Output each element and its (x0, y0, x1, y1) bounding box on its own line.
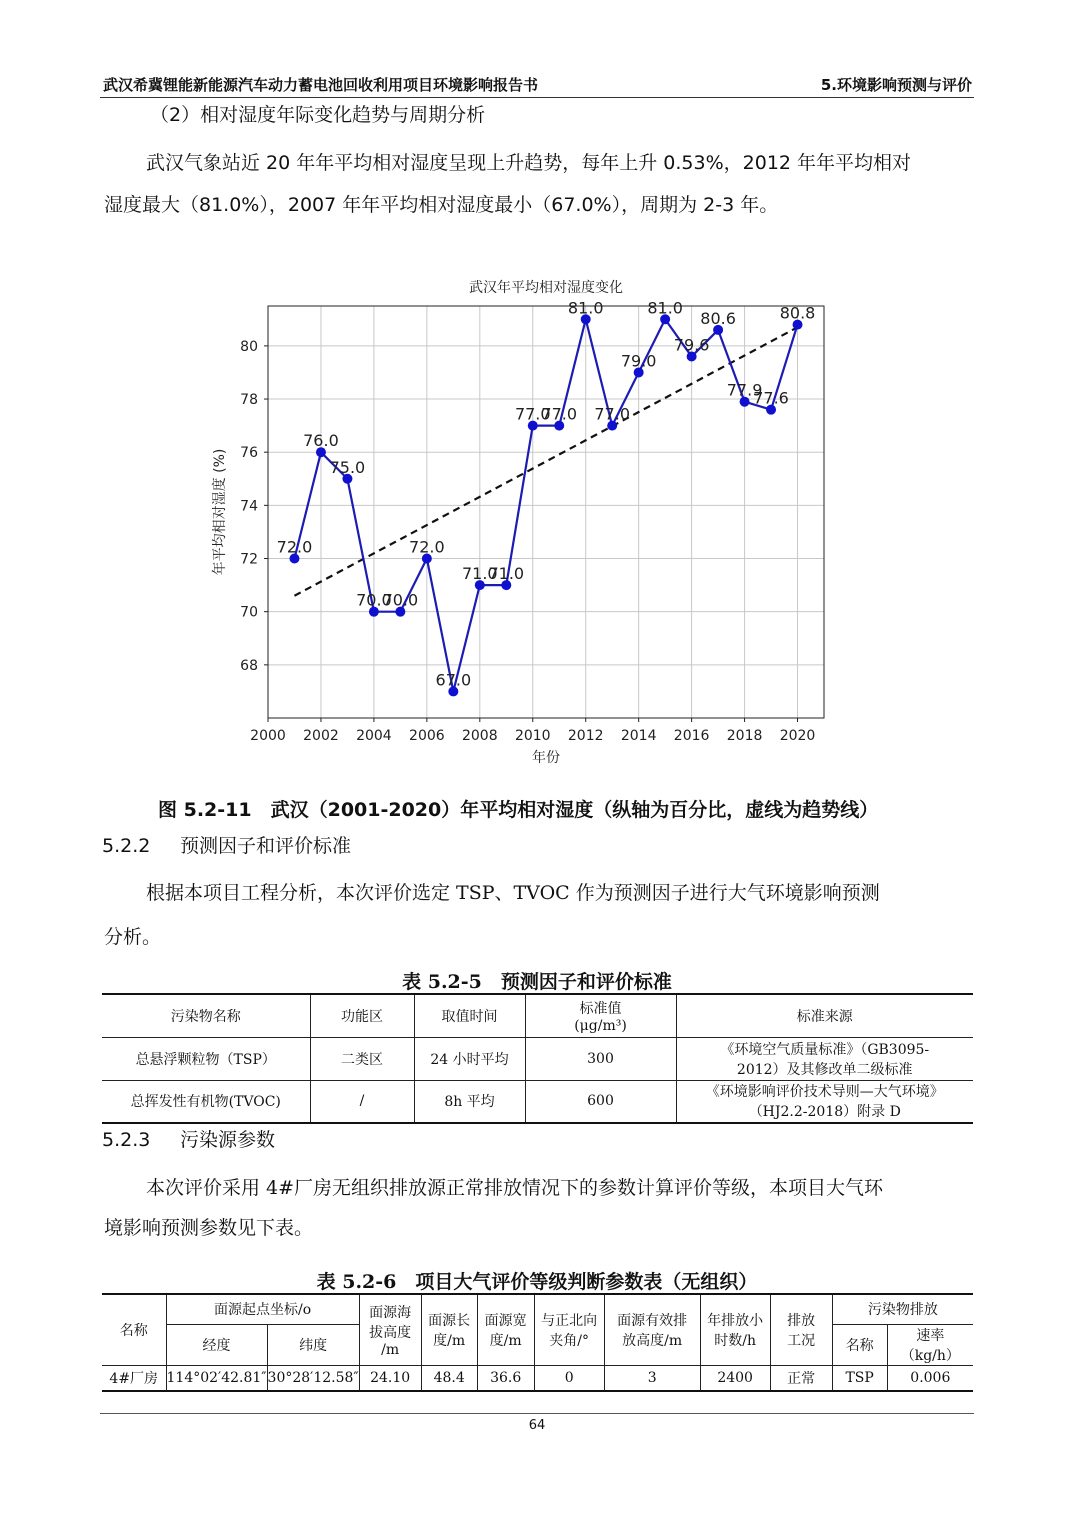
table-cell: 4#厂房 (102, 1365, 166, 1391)
footer-rule (100, 1413, 974, 1414)
paragraph-line: 分析。 (104, 926, 162, 948)
subsection-heading: （2）相对湿度年际变化趋势与周期分析 (150, 104, 486, 126)
col-header: 年排放小 时数/h (700, 1294, 770, 1365)
table-caption: 表 5.2-6 项目大气评价等级判断参数表（无组织） (316, 1271, 758, 1293)
section-number: 5.2.3 (102, 1129, 151, 1151)
table-cell: 正常 (770, 1365, 832, 1391)
header-rule (100, 97, 974, 98)
table-cell: 48.4 (421, 1365, 477, 1391)
pollutant-standard-table (102, 993, 973, 1124)
table-cell: 0.006 (887, 1365, 973, 1391)
data-label: 80.8 (779, 303, 816, 323)
col-header: 面源有效排 放高度/m (604, 1294, 700, 1365)
col-header: 面源宽 度/m (477, 1294, 534, 1365)
data-label: 71.0 (461, 564, 498, 584)
data-label: 71.0 (488, 564, 525, 584)
col-header: 名称 (102, 1294, 166, 1365)
y-tick-label: 74 (240, 498, 258, 515)
col-header: 标准值 (μg/m³) (525, 994, 676, 1037)
data-label: 67.0 (435, 670, 472, 690)
table-cell: 30°28′12.58″ (267, 1365, 359, 1391)
table-cell: 总挥发性有机物(TVOC) (102, 1080, 310, 1123)
table-cell: 《环境影响评价技术导则—大气环境》 （HJ2.2-2018）附录 D (676, 1080, 973, 1123)
table-cell: 0 (534, 1365, 604, 1391)
x-tick-label: 2000 (250, 728, 286, 744)
data-label: 77.0 (541, 404, 578, 424)
table-cell: 300 (525, 1037, 676, 1080)
table-cell: 8h 平均 (414, 1080, 525, 1123)
data-label: 75.0 (329, 457, 366, 477)
section-number: 5.2.2 (102, 835, 151, 857)
col-header: 面源海 拔高度 /m (359, 1294, 421, 1365)
y-tick-label: 72 (240, 551, 258, 568)
x-axis-label: 年份 (532, 750, 560, 766)
data-label: 77.0 (514, 404, 551, 424)
data-label: 76.0 (303, 431, 339, 451)
table-cell: / (310, 1080, 414, 1123)
x-tick-label: 2014 (620, 728, 657, 744)
col-header: 标准来源 (676, 994, 973, 1037)
x-tick-label: 2012 (567, 728, 604, 744)
table-header-row (102, 1294, 973, 1324)
table-cell: 2400 (700, 1365, 770, 1391)
table-cell: 二类区 (310, 1037, 414, 1080)
table-row (102, 1037, 973, 1080)
col-header: 面源起点坐标/o (166, 1294, 359, 1324)
data-label: 77.9 (726, 380, 763, 400)
chart-title: 武汉年平均相对湿度变化 (469, 280, 623, 296)
col-header: 污染物排放 (832, 1294, 973, 1324)
y-tick-label: 80 (240, 338, 258, 355)
table-cell: 24.10 (359, 1365, 421, 1391)
data-label: 72.0 (409, 537, 445, 557)
x-tick-label: 2016 (673, 728, 710, 744)
table-cell: 《环境空气质量标准》（GB3095- 2012）及其修改单二级标准 (676, 1037, 973, 1080)
y-tick-label: 68 (240, 657, 258, 674)
table-cell: 36.6 (477, 1365, 534, 1391)
data-label: 80.6 (700, 308, 736, 328)
x-tick-label: 2018 (726, 728, 763, 744)
col-header: 功能区 (310, 994, 414, 1037)
paragraph-line: 本次评价采用 4#厂房无组织排放源正常排放情况下的参数计算评价等级，本项目大气环 (146, 1177, 884, 1199)
paragraph-line: 湿度最大（81.0%），2007 年年平均相对湿度最小（67.0%），周期为 2-3 年。 (104, 194, 779, 216)
table-row (102, 1080, 973, 1123)
paragraph-line: 根据本项目工程分析，本次评价选定 TSP、TVOC 作为预测因子进行大气环境影响预测 (146, 882, 880, 904)
x-tick-label: 2010 (514, 728, 551, 744)
source-parameter-table (102, 1293, 973, 1392)
x-tick-label: 2002 (303, 728, 339, 744)
x-tick-label: 2020 (779, 728, 816, 744)
data-label: 79.0 (620, 351, 657, 371)
plot-frame (268, 303, 824, 718)
col-header: 面源长 度/m (421, 1294, 477, 1365)
data-label: 81.0 (567, 298, 604, 318)
x-tick-label: 2004 (356, 728, 392, 744)
col-header: 纬度 (267, 1324, 359, 1365)
page-number: 64 (528, 1418, 546, 1433)
col-header: 与正北向 夹角/° (534, 1294, 604, 1365)
x-tick-label: 2008 (461, 728, 498, 744)
col-header: 名称 (832, 1324, 887, 1365)
y-tick-label: 78 (240, 392, 258, 409)
section-title: 预测因子和评价标准 (180, 835, 352, 857)
data-label: 81.0 (647, 298, 683, 318)
table-caption: 表 5.2-5 预测因子和评价标准 (402, 971, 672, 993)
data-label: 70.0 (356, 590, 392, 610)
table-header-row (102, 994, 973, 1037)
paragraph-line: 境影响预测参数见下表。 (104, 1217, 314, 1239)
data-label: 77.6 (753, 388, 789, 408)
trend-line (294, 327, 797, 595)
table-cell: 24 小时平均 (414, 1037, 525, 1080)
data-label: 79.6 (673, 335, 710, 355)
table-cell: 114°02′42.81″ (166, 1365, 267, 1391)
table-cell: 总悬浮颗粒物（TSP） (102, 1037, 310, 1080)
col-header: 经度 (166, 1324, 267, 1365)
figure-caption: 图 5.2-11 武汉（2001-2020）年平均相对湿度（纵轴为百分比，虚线为趋势线） (158, 799, 879, 821)
table-cell: TSP (832, 1365, 887, 1391)
x-tick-label: 2006 (409, 728, 445, 744)
header-title: 武汉希冀锂能新能源汽车动力蓄电池回收利用项目环境影响报告书 (103, 76, 539, 94)
paragraph-line: 武汉气象站近 20 年年平均相对湿度呈现上升趋势，每年上升 0.53%，2012 年年平均相对 (146, 152, 912, 174)
col-header: 取值时间 (414, 994, 525, 1037)
col-header: 速率 （kg/h） (887, 1324, 973, 1365)
table-cell: 3 (604, 1365, 700, 1391)
col-header: 污染物名称 (102, 994, 310, 1037)
data-label: 72.0 (276, 537, 313, 557)
header-chapter: 5.环境影响预测与评价 (820, 76, 972, 94)
y-axis-label: 年平均相对湿度 (%) (212, 448, 228, 576)
data-label: 70.0 (382, 590, 419, 610)
section-title: 污染源参数 (180, 1129, 276, 1151)
col-header: 排放 工况 (770, 1294, 832, 1365)
y-tick-label: 76 (240, 445, 258, 462)
y-tick-label: 70 (240, 604, 258, 621)
table-row (102, 1365, 973, 1391)
data-label: 77.0 (594, 404, 631, 424)
humidity-line-chart (200, 270, 840, 775)
table-cell: 600 (525, 1080, 676, 1123)
